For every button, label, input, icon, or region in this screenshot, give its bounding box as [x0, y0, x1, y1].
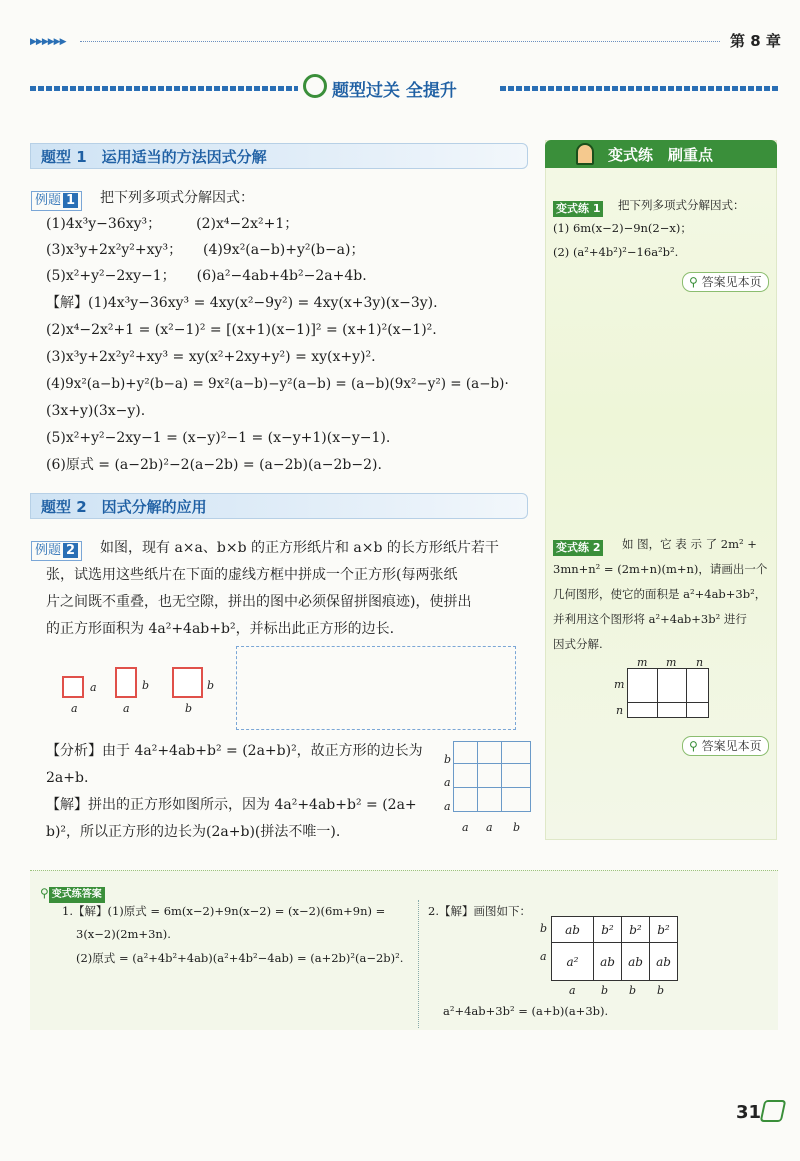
variant2-line: 几何图形，使它的面积是 a²+4ab+3b²，	[553, 587, 767, 601]
s1-line: (5)x²+y²−2xy−1； (6)a²−4ab+4b²−2a+4b.	[46, 268, 367, 284]
fig-label: n	[696, 656, 704, 669]
grid-label: a	[444, 776, 451, 789]
page-number: 31	[736, 1102, 762, 1123]
grid-label: a	[462, 821, 469, 834]
fig-label: m	[637, 656, 648, 669]
variant1-line: (2) (a²+4b²)²−16a²b².	[553, 245, 679, 259]
sidebar-title: 变式练 刷重点	[608, 146, 714, 164]
analysis-line: b)²，所以正方形的边长为(2a+b)(拼法不唯一).	[46, 824, 341, 840]
grid-label: a	[486, 821, 493, 834]
s1-line: (3)x³y+2x²y²+xy³ = xy(x²+2xy+y²) = xy(x+y)².	[46, 349, 376, 365]
answers-divider	[418, 900, 419, 1028]
answer2-head: 2.【解】画图如下：	[428, 904, 531, 918]
s2-line: 的正方形面积为 4a²+4ab+b²，并标出此正方形的边长.	[46, 621, 395, 637]
page-logo-icon	[760, 1100, 787, 1122]
banner-rule-left	[30, 86, 298, 91]
tile-label: b	[185, 702, 193, 715]
s1-line: 【解】(1)4x³y−36xy³ = 4xy(x²−9y²) = 4xy(x+3y)(x−3y).	[46, 295, 438, 311]
key-icon: ⚲	[689, 275, 698, 289]
variant1-line: (1) 6m(x−2)−9n(2−x)；	[553, 221, 692, 235]
example1-tag: 例题 1	[31, 189, 82, 211]
section1-header: 题型 1 运用适当的方法因式分解	[30, 143, 528, 169]
answers-title: ⚲ 变式练答案	[40, 882, 105, 903]
grid-cell: b²	[622, 917, 650, 943]
grid-label: a	[444, 800, 451, 813]
tile-b-square	[172, 667, 203, 698]
grid-label: a	[569, 984, 576, 997]
answer1-line: (2)原式 = (a²+4b²+4ab)(a²+4b²−4ab) = (a+2b)²(a−2b)².	[76, 951, 404, 965]
analysis-line: 【解】拼出的正方形如图所示，因为 4a²+4ab+b² = (2a+	[46, 797, 417, 813]
s2-line: 如图，现有 a×a、b×b 的正方形纸片和 a×b 的长方形纸片若干	[100, 540, 499, 556]
variant1-prompt: 把下列多项式分解因式：	[618, 198, 745, 212]
dashed-answer-box	[236, 646, 516, 730]
s2-line: 片之间既不重叠，也无空隙，拼出的图中必须保留拼图痕迹)，使拼出	[46, 594, 472, 610]
header-rule	[80, 41, 720, 42]
s1-line: (3x+y)(3x−y).	[46, 403, 146, 419]
grid-label: b	[540, 922, 548, 935]
s1-line: (2)x⁴−2x²+1 = (x²−1)² = [(x+1)(x−1)]² = (x+1)²(x−1)².	[46, 322, 437, 338]
grid-label: b	[444, 753, 452, 766]
banner-title: 题型过关 全提升	[332, 81, 457, 101]
analysis-line: 2a+b.	[46, 770, 89, 786]
tile-label: a	[90, 681, 97, 694]
grid-label: b	[513, 821, 521, 834]
header-arrows: ▶▶▶▶▶▶	[30, 37, 66, 47]
grid-cell: a²	[552, 943, 594, 981]
key-icon: ⚲	[689, 739, 698, 753]
variant1-tag: 变式练 1	[553, 197, 603, 217]
grid-cell: ab	[650, 943, 678, 981]
s1-line: (4)9x²(a−b)+y²(b−a) = 9x²(a−b)−y²(a−b) = (a−b)(9x²−y²) = (a−b)·	[46, 376, 509, 392]
answer2-grid	[551, 916, 678, 981]
answer-link-1[interactable]: ⚲ 答案见本页	[682, 272, 769, 292]
s2-line: 张，试选用这些纸片在下面的虚线方框中拼成一个正方形(每两张纸	[46, 567, 458, 583]
s1-line: (5)x²+y²−2xy−1 = (x−y)²−1 = (x−y+1)(x−y−1).	[46, 430, 391, 446]
s1-line: (6)原式 = (a−2b)²−2(a−2b) = (a−2b)(a−2b−2).	[46, 457, 382, 473]
banner-swirl-icon	[303, 74, 327, 98]
fig-label: n	[616, 704, 624, 717]
banner-rule-right	[500, 86, 778, 91]
grid-cell: ab	[594, 943, 622, 981]
tile-a-square	[62, 676, 84, 698]
grid-label: a	[540, 950, 547, 963]
grid-cell: b²	[594, 917, 622, 943]
tile-label: a	[123, 702, 130, 715]
key-icon: ⚲	[40, 886, 49, 900]
grid-cell: b²	[650, 917, 678, 943]
answer-link-2[interactable]: ⚲ 答案见本页	[682, 736, 769, 756]
grid-label: b	[629, 984, 637, 997]
variant2-line: 3mn+n² = (2m+n)(m+n)，请画出一个	[553, 562, 768, 576]
example1-prompt: 把下列多项式分解因式：	[100, 190, 254, 206]
grid-label: b	[657, 984, 665, 997]
tile-label: b	[207, 679, 215, 692]
variant2-figure	[627, 668, 709, 718]
section2-header: 题型 2 因式分解的应用	[30, 493, 528, 519]
grid-label: b	[601, 984, 609, 997]
answer1-line: 1.【解】(1)原式 = 6m(x−2)+9n(x−2) = (x−2)(6m+9n) =	[62, 904, 386, 918]
answer2-result: a²+4ab+3b² = (a+b)(a+3b).	[443, 1004, 609, 1018]
example2-tag: 例题 2	[31, 539, 82, 561]
answer1-line: 3(x−2)(2m+3n).	[76, 927, 171, 941]
grid-cell: ab	[552, 917, 594, 943]
variant2-line: 如 图，它 表 示 了 2m² +	[622, 537, 757, 551]
fig-label: m	[666, 656, 677, 669]
variant2-line: 并利用这个图形将 a²+4ab+3b² 进行	[553, 612, 747, 626]
variant2-tag: 变式练 2	[553, 536, 603, 556]
fig-label: m	[614, 678, 625, 691]
tile-ab-rect	[115, 667, 137, 698]
variant2-line: 因式分解.	[553, 637, 603, 651]
tile-label: b	[142, 679, 150, 692]
s1-line: (1)4x³y−36xy³； (2)x⁴−2x²+1；	[46, 216, 299, 232]
analysis-line: 【分析】由于 4a²+4ab+b² = (2a+b)²，故正方形的边长为	[46, 743, 423, 759]
grid-cell: ab	[622, 943, 650, 981]
s1-line: (3)x³y+2x²y²+xy³； (4)9x²(a−b)+y²(b−a)；	[46, 242, 365, 258]
tile-label: a	[71, 702, 78, 715]
student-icon	[576, 143, 594, 165]
square-grid	[453, 741, 531, 812]
chapter-label: 第 8 章	[730, 32, 781, 50]
